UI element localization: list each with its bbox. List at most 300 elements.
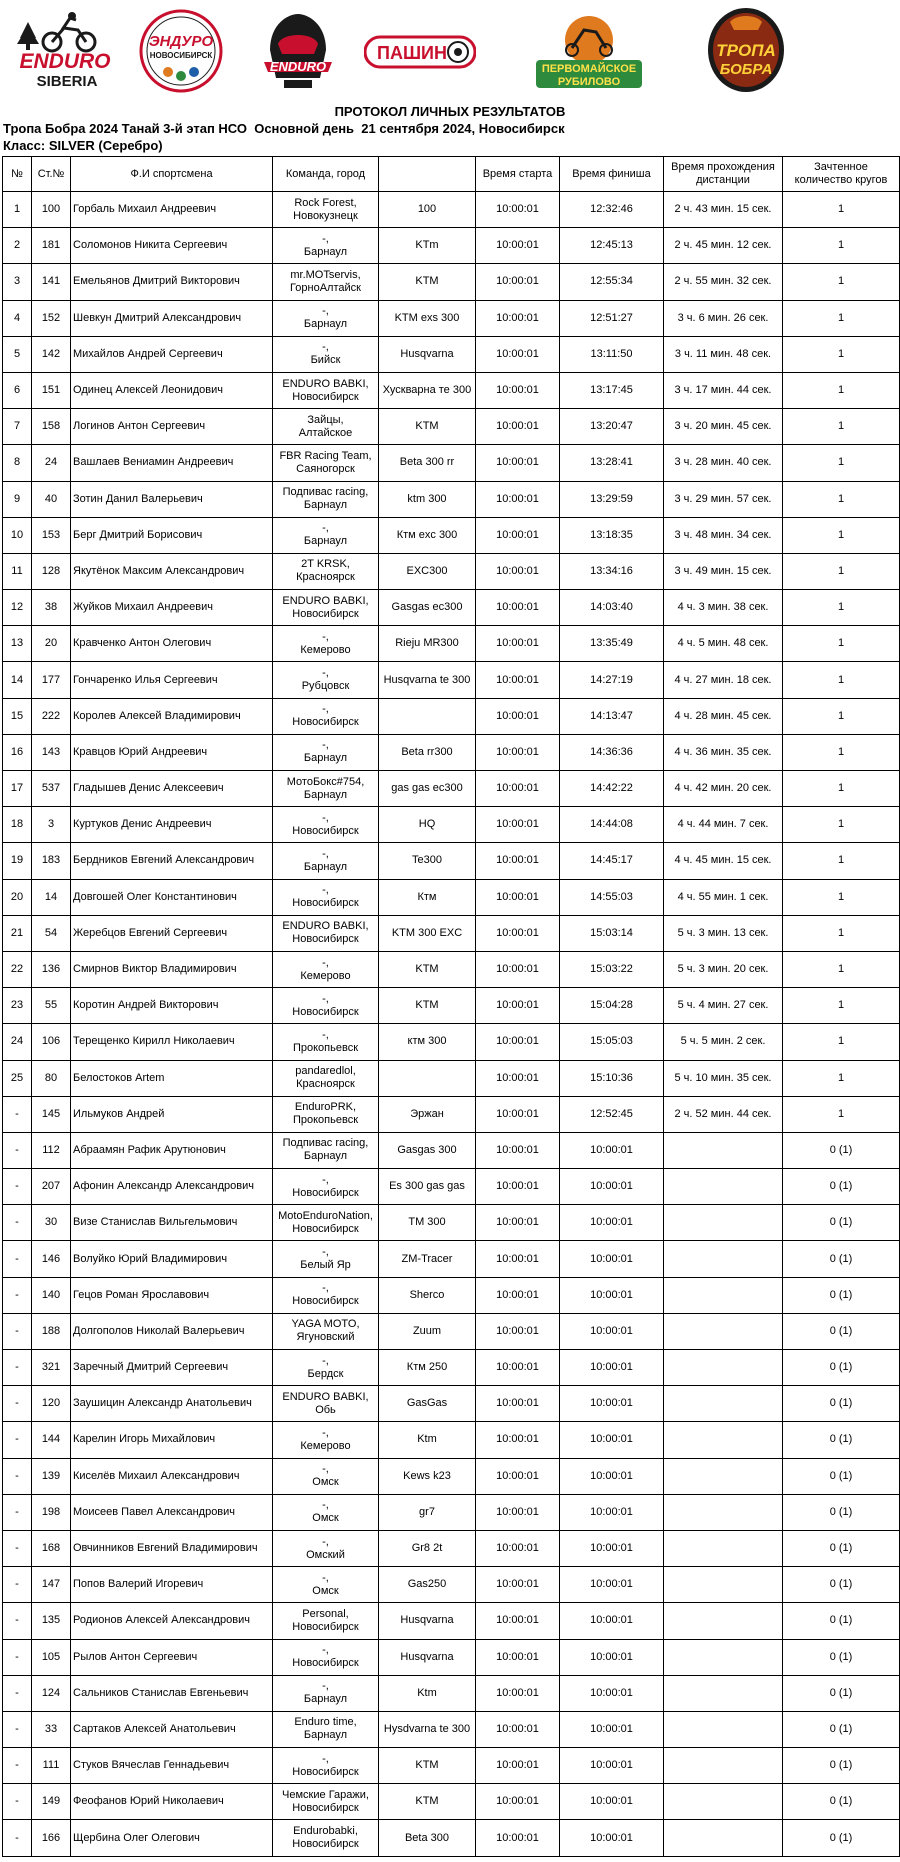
- col-start-header: Время старта: [476, 157, 560, 192]
- table-row: [3, 1386, 900, 1422]
- cell-elapsed-time: [664, 1494, 783, 1530]
- team-city: ГорноАлтайск: [290, 281, 361, 294]
- enduro-novosibirsk-logo: [138, 8, 224, 94]
- cell-start-number: 124: [32, 1675, 71, 1711]
- logo-pervomaiskoe-text: ПЕРВОМАЙСКОЕ: [541, 63, 637, 75]
- cell-laps: 0 (1): [783, 1277, 900, 1313]
- cell-laps: 1: [783, 372, 900, 408]
- cell-start-time: 10:00:01: [476, 1530, 560, 1566]
- cell-team-city: [273, 264, 379, 300]
- team-city: Барнаул: [303, 788, 348, 801]
- logo-helmet-text: ENDURO: [269, 59, 327, 74]
- cell-place: 7: [3, 409, 32, 445]
- team-city: Новосибирск: [292, 1765, 359, 1778]
- cell-start-number: 222: [32, 698, 71, 734]
- table-row: [3, 409, 900, 445]
- cell-start-time: 10:00:01: [476, 698, 560, 734]
- cell-team-city: [273, 988, 379, 1024]
- team-name: -,: [322, 1282, 329, 1295]
- cell-place: -: [3, 1603, 32, 1639]
- table-row: [3, 951, 900, 987]
- team-name: -,: [322, 992, 329, 1005]
- team-city: Прокопьевск: [292, 1114, 359, 1127]
- cell-place: -: [3, 1711, 32, 1747]
- cell-team-city: [273, 626, 379, 662]
- cell-rider-name: Гецов Роман Ярославович: [71, 1277, 273, 1313]
- cell-place: 12: [3, 590, 32, 626]
- cell-start-number: 128: [32, 553, 71, 589]
- cell-finish-time: 14:44:08: [560, 807, 664, 843]
- cell-rider-name: Рылов Антон Сергеевич: [71, 1639, 273, 1675]
- cell-team-city: [273, 879, 379, 915]
- cell-laps: 1: [783, 734, 900, 770]
- cell-laps: 1: [783, 264, 900, 300]
- cell-laps: 0 (1): [783, 1169, 900, 1205]
- cell-place: -: [3, 1350, 32, 1386]
- cell-finish-time: 10:00:01: [560, 1350, 664, 1386]
- team-city: Барнаул: [303, 860, 348, 873]
- table-row: [3, 1603, 900, 1639]
- team-city: Алтайское: [298, 426, 353, 439]
- cell-elapsed-time: [664, 1132, 783, 1168]
- cell-elapsed-time: 3 ч. 28 мин. 40 сек.: [664, 445, 783, 481]
- header-row: [3, 157, 900, 192]
- cell-finish-time: 10:00:01: [560, 1820, 664, 1856]
- col-bike-header: [379, 157, 476, 192]
- cell-team-city: [273, 1820, 379, 1856]
- table-row: [3, 1711, 900, 1747]
- cell-finish-time: 10:00:01: [560, 1458, 664, 1494]
- cell-elapsed-time: 5 ч. 10 мин. 35 сек.: [664, 1060, 783, 1096]
- cell-start-time: 10:00:01: [476, 843, 560, 879]
- cell-rider-name: Терещенко Кирилл Николаевич: [71, 1024, 273, 1060]
- team-city: Бийск: [310, 354, 341, 367]
- cell-finish-time: 10:00:01: [560, 1313, 664, 1349]
- cell-place: 1: [3, 192, 32, 228]
- cell-team-city: [273, 409, 379, 445]
- table-row: [3, 1241, 900, 1277]
- team-city: Новосибирск: [292, 1222, 359, 1235]
- cell-rider-name: Долгополов Николай Валерьевич: [71, 1313, 273, 1349]
- cell-place: 25: [3, 1060, 32, 1096]
- team-name: -,: [322, 341, 329, 354]
- cell-place: -: [3, 1748, 32, 1784]
- cell-finish-time: 12:45:13: [560, 228, 664, 264]
- cell-bike: ktm 300: [379, 481, 476, 517]
- team-name: pandaredlol,: [295, 1065, 356, 1078]
- cell-team-city: [273, 1458, 379, 1494]
- cell-rider-name: Шевкун Дмитрий Александрович: [71, 300, 273, 336]
- cell-bike: Zuum: [379, 1313, 476, 1349]
- cell-start-number: 120: [32, 1386, 71, 1422]
- cell-bike: KTM: [379, 1748, 476, 1784]
- cell-laps: 1: [783, 228, 900, 264]
- cell-start-time: 10:00:01: [476, 1169, 560, 1205]
- team-name: МотоБокс#754,: [286, 775, 365, 788]
- cell-bike: Beta rr300: [379, 734, 476, 770]
- cell-laps: 1: [783, 807, 900, 843]
- team-name: mr.MOTservis,: [290, 268, 361, 281]
- cell-elapsed-time: [664, 1205, 783, 1241]
- logo-rubilovo-text: РУБИЛОВО: [557, 76, 621, 88]
- cell-laps: 1: [783, 192, 900, 228]
- cell-team-city: [273, 1567, 379, 1603]
- cell-start-time: 10:00:01: [476, 264, 560, 300]
- cell-rider-name: Родионов Алексей Александрович: [71, 1603, 273, 1639]
- cell-laps: 0 (1): [783, 1820, 900, 1856]
- cell-place: 11: [3, 553, 32, 589]
- cell-laps: 0 (1): [783, 1530, 900, 1566]
- table-row: [3, 1494, 900, 1530]
- table-row: [3, 915, 900, 951]
- cell-laps: 0 (1): [783, 1458, 900, 1494]
- team-city: Барнаул: [303, 1729, 348, 1742]
- cell-team-city: [273, 1241, 379, 1277]
- team-name: -,: [322, 667, 329, 680]
- cell-elapsed-time: [664, 1277, 783, 1313]
- enduro-helmet-logo: [258, 10, 338, 94]
- cell-team-city: [273, 192, 379, 228]
- team-name: -,: [322, 522, 329, 535]
- results-table: [2, 156, 900, 1857]
- cell-start-time: 10:00:01: [476, 372, 560, 408]
- cell-bike: KTM 300 EXC: [379, 915, 476, 951]
- cell-rider-name: Королев Алексей Владимирович: [71, 698, 273, 734]
- cell-laps: 0 (1): [783, 1386, 900, 1422]
- cell-finish-time: 10:00:01: [560, 1277, 664, 1313]
- team-city: Новосибирск: [292, 1186, 359, 1199]
- table-row: [3, 1169, 900, 1205]
- cell-laps: 0 (1): [783, 1784, 900, 1820]
- cell-bike: Ктм: [379, 879, 476, 915]
- cell-place: 20: [3, 879, 32, 915]
- table-row: [3, 1277, 900, 1313]
- cell-start-time: 10:00:01: [476, 1205, 560, 1241]
- cell-finish-time: 14:55:03: [560, 879, 664, 915]
- cell-elapsed-time: 2 ч. 43 мин. 15 сек.: [664, 192, 783, 228]
- cell-start-time: 10:00:01: [476, 1458, 560, 1494]
- cell-finish-time: 10:00:01: [560, 1169, 664, 1205]
- cell-team-city: [273, 1277, 379, 1313]
- cell-bike: Ktm: [379, 1675, 476, 1711]
- cell-start-number: 3: [32, 807, 71, 843]
- cell-bike: Gas250: [379, 1567, 476, 1603]
- cell-laps: 1: [783, 336, 900, 372]
- cell-elapsed-time: 5 ч. 3 мин. 13 сек.: [664, 915, 783, 951]
- table-row: [3, 1096, 900, 1132]
- team-city: Обь: [315, 1403, 336, 1416]
- cell-team-city: [273, 1350, 379, 1386]
- cell-start-number: 139: [32, 1458, 71, 1494]
- cell-team-city: [273, 228, 379, 264]
- team-city: Саяногорск: [296, 462, 355, 475]
- cell-start-number: 166: [32, 1820, 71, 1856]
- cell-place: 23: [3, 988, 32, 1024]
- cell-elapsed-time: [664, 1820, 783, 1856]
- cell-start-number: 149: [32, 1784, 71, 1820]
- team-name: ENDURO BABKI,: [282, 1390, 369, 1403]
- cell-finish-time: 13:17:45: [560, 372, 664, 408]
- cell-place: 21: [3, 915, 32, 951]
- table-row: [3, 300, 900, 336]
- logo-bobra-text: БОБРА: [719, 61, 773, 78]
- cell-bike: Beta 300: [379, 1820, 476, 1856]
- team-name: -,: [322, 305, 329, 318]
- team-name: YAGA MOTO,: [291, 1318, 360, 1331]
- cell-elapsed-time: [664, 1675, 783, 1711]
- cell-rider-name: Одинец Алексей Леонидович: [71, 372, 273, 408]
- cell-place: -: [3, 1784, 32, 1820]
- cell-finish-time: 10:00:01: [560, 1711, 664, 1747]
- cell-elapsed-time: [664, 1530, 783, 1566]
- cell-rider-name: Якутёнок Максим Александрович: [71, 553, 273, 589]
- cell-place: -: [3, 1639, 32, 1675]
- cell-laps: 1: [783, 626, 900, 662]
- cell-place: -: [3, 1205, 32, 1241]
- cell-team-city: [273, 1494, 379, 1530]
- cell-laps: 0 (1): [783, 1567, 900, 1603]
- cell-place: -: [3, 1277, 32, 1313]
- logo-strip: [0, 0, 900, 100]
- team-name: -,: [322, 630, 329, 643]
- cell-start-number: 106: [32, 1024, 71, 1060]
- cell-finish-time: 10:00:01: [560, 1530, 664, 1566]
- cell-start-number: 112: [32, 1132, 71, 1168]
- cell-finish-time: 14:03:40: [560, 590, 664, 626]
- cell-start-time: 10:00:01: [476, 517, 560, 553]
- cell-elapsed-time: 2 ч. 55 мин. 32 сек.: [664, 264, 783, 300]
- team-name: -,: [322, 956, 329, 969]
- table-row: [3, 1132, 900, 1168]
- cell-start-number: 142: [32, 336, 71, 372]
- cell-bike: Rieju MR300: [379, 626, 476, 662]
- cell-laps: 1: [783, 1024, 900, 1060]
- cell-bike: Te300: [379, 843, 476, 879]
- cell-team-city: [273, 1060, 379, 1096]
- cell-place: -: [3, 1567, 32, 1603]
- cell-elapsed-time: 4 ч. 28 мин. 45 сек.: [664, 698, 783, 734]
- cell-team-city: [273, 300, 379, 336]
- cell-start-time: 10:00:01: [476, 1096, 560, 1132]
- cell-finish-time: 15:03:14: [560, 915, 664, 951]
- cell-bike: Ктм exc 300: [379, 517, 476, 553]
- cell-place: 16: [3, 734, 32, 770]
- cell-finish-time: 14:13:47: [560, 698, 664, 734]
- cell-bike: Ktm: [379, 1422, 476, 1458]
- cell-elapsed-time: 3 ч. 49 мин. 15 сек.: [664, 553, 783, 589]
- cell-elapsed-time: 5 ч. 4 мин. 27 сек.: [664, 988, 783, 1024]
- results-table-body: [3, 192, 900, 1857]
- cell-start-time: 10:00:01: [476, 228, 560, 264]
- cell-finish-time: 13:18:35: [560, 517, 664, 553]
- cell-start-time: 10:00:01: [476, 192, 560, 228]
- col-name-header: Ф.И спортсмена: [71, 157, 273, 192]
- team-city: Новосибирск: [292, 390, 359, 403]
- cell-start-number: 183: [32, 843, 71, 879]
- cell-start-time: 10:00:01: [476, 1567, 560, 1603]
- cell-start-time: 10:00:01: [476, 1024, 560, 1060]
- cell-start-number: 14: [32, 879, 71, 915]
- team-name: -,: [322, 1426, 329, 1439]
- table-row: [3, 843, 900, 879]
- cell-start-time: 10:00:01: [476, 1241, 560, 1277]
- cell-place: 19: [3, 843, 32, 879]
- team-city: Новосибирск: [292, 1005, 359, 1018]
- cell-start-number: 111: [32, 1748, 71, 1784]
- cell-start-number: 55: [32, 988, 71, 1024]
- cell-start-time: 10:00:01: [476, 626, 560, 662]
- cell-bike: KTM: [379, 409, 476, 445]
- col-time-header: Время прохождения дистанции: [664, 157, 783, 192]
- cell-start-number: 136: [32, 951, 71, 987]
- table-row: [3, 988, 900, 1024]
- cell-finish-time: 10:00:01: [560, 1422, 664, 1458]
- team-city: Омский: [306, 1548, 345, 1561]
- cell-rider-name: Щербина Олег Олегович: [71, 1820, 273, 1856]
- cell-rider-name: Кравченко Антон Олегович: [71, 626, 273, 662]
- cell-bike: KTm: [379, 228, 476, 264]
- cell-start-time: 10:00:01: [476, 1784, 560, 1820]
- cell-elapsed-time: 3 ч. 17 мин. 44 сек.: [664, 372, 783, 408]
- team-city: Новосибирск: [292, 607, 359, 620]
- cell-place: 9: [3, 481, 32, 517]
- cell-team-city: [273, 372, 379, 408]
- cell-start-time: 10:00:01: [476, 1675, 560, 1711]
- table-row: [3, 662, 900, 698]
- cell-start-number: 20: [32, 626, 71, 662]
- cell-laps: 1: [783, 590, 900, 626]
- cell-rider-name: Заречный Дмитрий Сергеевич: [71, 1350, 273, 1386]
- cell-elapsed-time: [664, 1169, 783, 1205]
- cell-team-city: [273, 1675, 379, 1711]
- cell-finish-time: 10:00:01: [560, 1132, 664, 1168]
- cell-bike: HQ: [379, 807, 476, 843]
- cell-laps: 0 (1): [783, 1205, 900, 1241]
- cell-bike: Gr8 2t: [379, 1530, 476, 1566]
- cell-rider-name: Зотин Данил Валерьевич: [71, 481, 273, 517]
- cell-elapsed-time: [664, 1241, 783, 1277]
- pervomaiskoe-rubilovo-logo: [532, 14, 646, 90]
- cell-rider-name: Михайлов Андрей Сергеевич: [71, 336, 273, 372]
- cell-bike: Hysdvarna te 300: [379, 1711, 476, 1747]
- cell-elapsed-time: [664, 1458, 783, 1494]
- cell-team-city: [273, 698, 379, 734]
- cell-finish-time: 10:00:01: [560, 1639, 664, 1675]
- cell-elapsed-time: [664, 1784, 783, 1820]
- team-city: Новосибирск: [292, 897, 359, 910]
- cell-team-city: [273, 843, 379, 879]
- cell-bike: Эржан: [379, 1096, 476, 1132]
- cell-laps: 1: [783, 879, 900, 915]
- cell-team-city: [273, 662, 379, 698]
- cell-finish-time: 10:00:01: [560, 1784, 664, 1820]
- cell-rider-name: Жеребцов Евгений Сергеевич: [71, 915, 273, 951]
- cell-team-city: [273, 1313, 379, 1349]
- cell-start-number: 158: [32, 409, 71, 445]
- team-city: Кемерово: [300, 1439, 351, 1452]
- cell-rider-name: Сартаков Алексей Анатольевич: [71, 1711, 273, 1747]
- cell-laps: 1: [783, 300, 900, 336]
- cell-bike: Ктм 250: [379, 1350, 476, 1386]
- cell-start-number: 135: [32, 1603, 71, 1639]
- cell-team-city: [273, 1603, 379, 1639]
- cell-laps: 1: [783, 409, 900, 445]
- table-row: [3, 1350, 900, 1386]
- cell-elapsed-time: [664, 1711, 783, 1747]
- cell-start-time: 10:00:01: [476, 1639, 560, 1675]
- cell-start-time: 10:00:01: [476, 662, 560, 698]
- cell-rider-name: Карелин Игорь Михайлович: [71, 1422, 273, 1458]
- logo-pashin-text: ПАШИН: [377, 43, 447, 63]
- cell-team-city: [273, 1639, 379, 1675]
- cell-team-city: [273, 1422, 379, 1458]
- table-row: [3, 1422, 900, 1458]
- team-name: -,: [322, 811, 329, 824]
- cell-start-time: 10:00:01: [476, 409, 560, 445]
- cell-place: 15: [3, 698, 32, 734]
- team-name: ENDURO BABKI,: [282, 594, 369, 607]
- cell-bike: KTM: [379, 264, 476, 300]
- cell-start-time: 10:00:01: [476, 1132, 560, 1168]
- event-subtitle: Тропа Бобра 2024 Танай 3-й этап НСО Основной день 21 сентября 2024, Новосибирск: [3, 121, 565, 136]
- cell-start-time: 10:00:01: [476, 879, 560, 915]
- cell-team-city: [273, 517, 379, 553]
- cell-bike: Husqvarna: [379, 1603, 476, 1639]
- team-city: Новосибирск: [292, 1657, 359, 1670]
- cell-place: -: [3, 1820, 32, 1856]
- cell-place: -: [3, 1096, 32, 1132]
- cell-rider-name: Горбаль Михаил Андреевич: [71, 192, 273, 228]
- cell-start-number: 145: [32, 1096, 71, 1132]
- team-name: Personal,: [302, 1607, 349, 1620]
- team-city: Барнаул: [303, 499, 348, 512]
- cell-team-city: [273, 336, 379, 372]
- cell-place: 17: [3, 771, 32, 807]
- cell-start-number: 40: [32, 481, 71, 517]
- cell-finish-time: 12:51:27: [560, 300, 664, 336]
- cell-elapsed-time: 2 ч. 45 мин. 12 сек.: [664, 228, 783, 264]
- cell-start-time: 10:00:01: [476, 300, 560, 336]
- cell-place: 5: [3, 336, 32, 372]
- cell-start-number: 152: [32, 300, 71, 336]
- cell-finish-time: 10:00:01: [560, 1494, 664, 1530]
- team-city: Новокузнецк: [293, 209, 358, 222]
- team-city: Красноярск: [296, 571, 355, 584]
- team-name: -,: [322, 703, 329, 716]
- team-name: -,: [322, 1499, 329, 1512]
- team-city: Красноярск: [296, 1078, 355, 1091]
- cell-start-number: 151: [32, 372, 71, 408]
- cell-start-number: 146: [32, 1241, 71, 1277]
- team-name: -,: [322, 1644, 329, 1657]
- cell-bike: KTM: [379, 988, 476, 1024]
- cell-rider-name: Соломонов Никита Сергеевич: [71, 228, 273, 264]
- table-row: [3, 1639, 900, 1675]
- cell-bike: Husqvarna te 300: [379, 662, 476, 698]
- table-row: [3, 1567, 900, 1603]
- cell-rider-name: Смирнов Виктор Владимирович: [71, 951, 273, 987]
- team-city: Омск: [312, 1584, 339, 1597]
- cell-rider-name: Визе Станислав Вильгельмович: [71, 1205, 273, 1241]
- table-row: [3, 228, 900, 264]
- col-finish-header: Время финиша: [560, 157, 664, 192]
- team-city: Барнаул: [303, 752, 348, 765]
- team-name: -,: [322, 1752, 329, 1765]
- cell-place: 22: [3, 951, 32, 987]
- cell-place: -: [3, 1422, 32, 1458]
- cell-rider-name: Абраамян Рафик Арутюнович: [71, 1132, 273, 1168]
- results-table-header: [3, 157, 900, 192]
